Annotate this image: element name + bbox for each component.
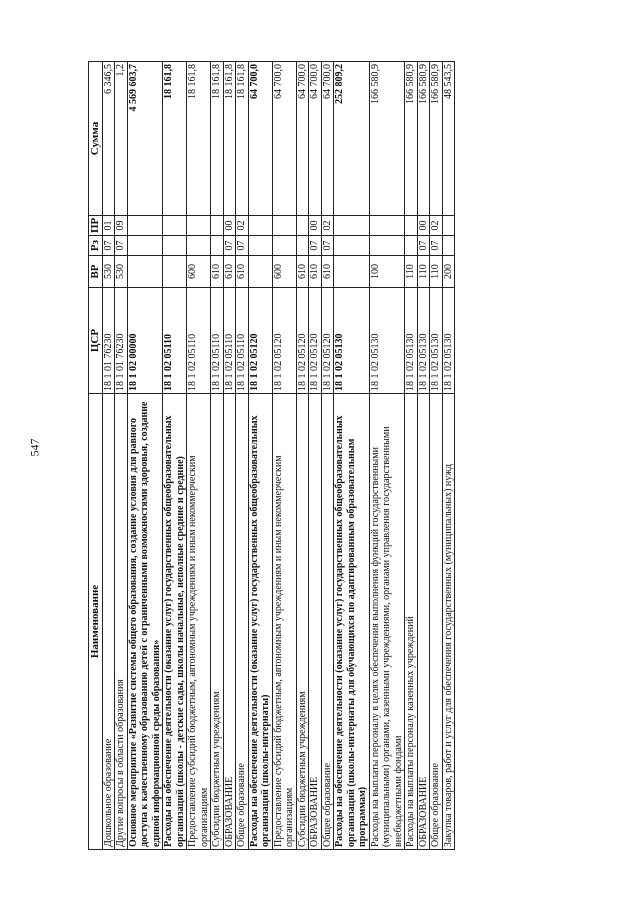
row-sum-cell: 64 700,0 xyxy=(309,62,322,216)
row-sum-cell: 166 580,9 xyxy=(405,62,418,216)
row-name-cell: Дошкольное образование xyxy=(102,394,115,850)
row-csr-cell: 18 1 02 05110 xyxy=(187,288,211,394)
row-sum-cell: 64 700,0 xyxy=(272,62,296,216)
row-vr-cell: 600 xyxy=(187,256,211,288)
row-sum-cell: 64 700,0 xyxy=(248,62,272,216)
row-pr-cell xyxy=(187,216,211,236)
row-vr-cell: 610 xyxy=(211,256,224,288)
row-vr-cell xyxy=(163,256,187,288)
row-sum-cell: 64 700,0 xyxy=(321,62,334,216)
table-row xyxy=(163,62,187,850)
row-pr-cell: 00 xyxy=(309,216,322,236)
row-csr-cell: 18 1 02 05130 xyxy=(417,288,430,394)
row-name-cell: Субсидии бюджетным учреждениям xyxy=(211,394,224,850)
row-rz-cell xyxy=(187,236,211,256)
table-row xyxy=(223,62,236,850)
row-rz-cell: 07 xyxy=(309,236,322,256)
row-rz-cell: 07 xyxy=(223,236,236,256)
row-name-cell: ОБРАЗОВАНИЕ xyxy=(417,394,430,850)
row-rz-cell xyxy=(127,236,163,256)
row-pr-cell xyxy=(163,216,187,236)
row-csr-cell: 18 1 02 05110 xyxy=(163,288,187,394)
table-row xyxy=(405,62,418,850)
row-pr-cell xyxy=(127,216,163,236)
row-name-cell: Расходы на выплаты персоналу казенных учреждений xyxy=(405,394,418,850)
table-row xyxy=(309,62,322,850)
table-row xyxy=(127,62,163,850)
row-vr-cell: 600 xyxy=(272,256,296,288)
row-rz-cell xyxy=(211,236,224,256)
row-rz-cell: 07 xyxy=(115,236,128,256)
row-name-cell: Расходы на выплаты персоналу в целях обеспечения выполнения функций государственными (муниципальными) органами, казенными учреждениями, органами управления государственными внебюджетными фондами xyxy=(369,394,405,850)
row-csr-cell: 18 1 02 05120 xyxy=(296,288,309,394)
table-row xyxy=(321,62,334,850)
row-pr-cell: 09 xyxy=(115,216,128,236)
table-row xyxy=(236,62,249,850)
row-vr-cell: 610 xyxy=(236,256,249,288)
table-row xyxy=(442,62,455,850)
row-vr-cell: 110 xyxy=(417,256,430,288)
row-pr-cell: 02 xyxy=(236,216,249,236)
table-row xyxy=(417,62,430,850)
table-row xyxy=(430,62,443,850)
row-rz-cell xyxy=(405,236,418,256)
row-vr-cell: 100 xyxy=(369,256,405,288)
row-csr-cell: 18 1 02 05120 xyxy=(309,288,322,394)
table-row xyxy=(115,62,128,850)
row-sum-cell: 18 161,8 xyxy=(211,62,224,216)
row-sum-cell: 6 346,5 xyxy=(102,62,115,216)
row-csr-cell: 18 1 02 05130 xyxy=(442,288,455,394)
row-pr-cell xyxy=(405,216,418,236)
table-row xyxy=(187,62,211,850)
row-pr-cell: 01 xyxy=(102,216,115,236)
header-pr: ПР xyxy=(89,216,103,236)
table-row xyxy=(248,62,272,850)
row-name-cell: Другие вопросы в области образования xyxy=(115,394,128,850)
row-pr-cell xyxy=(248,216,272,236)
row-csr-cell: 18 1 02 05130 xyxy=(405,288,418,394)
row-name-cell: Общее образование xyxy=(321,394,334,850)
row-vr-cell: 610 xyxy=(321,256,334,288)
row-sum-cell: 18 161,8 xyxy=(236,62,249,216)
row-name-cell: Закупка товаров, работ и услуг для обеспечения государственных (муниципальных) нужд xyxy=(442,394,455,850)
row-csr-cell: 18 1 02 05110 xyxy=(211,288,224,394)
row-sum-cell: 48 543,5 xyxy=(442,62,455,216)
row-name-cell: Основное мероприятие «Развитие системы общего образования, создание условия для равного доступа к качественному образованию детей с ограниченными возможностями здоровья, создание единой информационной среды образования» xyxy=(127,394,163,850)
row-vr-cell: 110 xyxy=(430,256,443,288)
header-row xyxy=(89,62,103,850)
row-csr-cell: 18 1 02 05130 xyxy=(334,288,370,394)
row-csr-cell: 18 1 02 05120 xyxy=(272,288,296,394)
row-pr-cell xyxy=(272,216,296,236)
row-vr-cell xyxy=(248,256,272,288)
row-vr-cell: 610 xyxy=(223,256,236,288)
row-csr-cell: 18 1 02 00000 xyxy=(127,288,163,394)
row-name-cell: Расходы на обеспечение деятельности (оказание услуг) государственных общеобразовательных организаций (школы - детские сады, школы начальные, неполные средние и средние) xyxy=(163,394,187,850)
header-rz: Рз xyxy=(89,236,103,256)
row-vr-cell: 610 xyxy=(309,256,322,288)
row-rz-cell: 07 xyxy=(321,236,334,256)
row-csr-cell: 18 1 02 05110 xyxy=(223,288,236,394)
row-vr-cell: 110 xyxy=(405,256,418,288)
row-rz-cell: 07 xyxy=(236,236,249,256)
row-sum-cell: 1,2 xyxy=(115,62,128,216)
row-vr-cell: 530 xyxy=(115,256,128,288)
row-name-cell: Предоставление субсидий бюджетным, автономным учреждениям и иным некоммерческим организациям xyxy=(187,394,211,850)
row-sum-cell: 166 580,9 xyxy=(369,62,405,216)
row-sum-cell: 252 809,2 xyxy=(334,62,370,216)
row-csr-cell: 18 1 02 05120 xyxy=(321,288,334,394)
row-rz-cell xyxy=(163,236,187,256)
row-csr-cell: 18 1 01 76230 xyxy=(102,288,115,394)
rotated-table-container xyxy=(88,62,558,850)
row-sum-cell: 166 580,9 xyxy=(430,62,443,216)
row-rz-cell xyxy=(369,236,405,256)
rotated-page xyxy=(88,62,558,850)
header-csr: ЦСР xyxy=(89,288,103,394)
table-body xyxy=(102,62,455,850)
row-vr-cell: 610 xyxy=(296,256,309,288)
row-name-cell: ОБРАЗОВАНИЕ xyxy=(223,394,236,850)
header-sum: Сумма xyxy=(89,62,103,216)
row-pr-cell: 00 xyxy=(417,216,430,236)
row-pr-cell xyxy=(334,216,370,236)
row-pr-cell xyxy=(369,216,405,236)
row-vr-cell xyxy=(127,256,163,288)
row-sum-cell: 18 161,8 xyxy=(223,62,236,216)
row-name-cell: Субсидии бюджетным учреждениям xyxy=(296,394,309,850)
row-name-cell: Расходы на обеспечение деятельности (оказание услуг) государственных общеобразовательных организаций (школы-интернаты) xyxy=(248,394,272,850)
row-csr-cell: 18 1 02 05110 xyxy=(236,288,249,394)
table-row xyxy=(272,62,296,850)
budget-table xyxy=(88,61,455,850)
header-vr: ВР xyxy=(89,256,103,288)
row-rz-cell xyxy=(272,236,296,256)
row-vr-cell xyxy=(334,256,370,288)
row-rz-cell xyxy=(296,236,309,256)
row-sum-cell: 64 700,0 xyxy=(296,62,309,216)
page-number: 547 xyxy=(27,438,42,457)
row-pr-cell: 02 xyxy=(430,216,443,236)
row-vr-cell: 200 xyxy=(442,256,455,288)
row-name-cell: Предоставление субсидий бюджетным, автономным учреждениям и иным некоммерческим организациям xyxy=(272,394,296,850)
row-rz-cell xyxy=(248,236,272,256)
row-sum-cell: 18 161,8 xyxy=(163,62,187,216)
table-row xyxy=(369,62,405,850)
table-row xyxy=(102,62,115,850)
row-name-cell: Общее образование xyxy=(236,394,249,850)
row-csr-cell: 18 1 01 76230 xyxy=(115,288,128,394)
row-pr-cell: 02 xyxy=(321,216,334,236)
header-name: Наименование xyxy=(89,394,103,850)
row-rz-cell: 07 xyxy=(417,236,430,256)
row-sum-cell: 166 580,9 xyxy=(417,62,430,216)
row-name-cell: ОБРАЗОВАНИЕ xyxy=(309,394,322,850)
row-sum-cell: 18 161,8 xyxy=(187,62,211,216)
row-rz-cell: 07 xyxy=(102,236,115,256)
row-pr-cell xyxy=(211,216,224,236)
table-row xyxy=(296,62,309,850)
table-row xyxy=(334,62,370,850)
row-csr-cell: 18 1 02 05120 xyxy=(248,288,272,394)
row-csr-cell: 18 1 02 05130 xyxy=(430,288,443,394)
row-sum-cell: 4 569 603,7 xyxy=(127,62,163,216)
row-name-cell: Общее образование xyxy=(430,394,443,850)
table-row xyxy=(211,62,224,850)
row-pr-cell xyxy=(442,216,455,236)
row-rz-cell xyxy=(442,236,455,256)
row-name-cell: Расходы на обеспечение деятельности (оказание услуг) государственных общеобразовательных организаций (школы-интернаты для обучающихся по адаптированным образовательным программам) xyxy=(334,394,370,850)
row-pr-cell xyxy=(296,216,309,236)
row-csr-cell: 18 1 02 05130 xyxy=(369,288,405,394)
row-pr-cell: 00 xyxy=(223,216,236,236)
row-rz-cell xyxy=(334,236,370,256)
row-rz-cell: 07 xyxy=(430,236,443,256)
row-vr-cell: 530 xyxy=(102,256,115,288)
